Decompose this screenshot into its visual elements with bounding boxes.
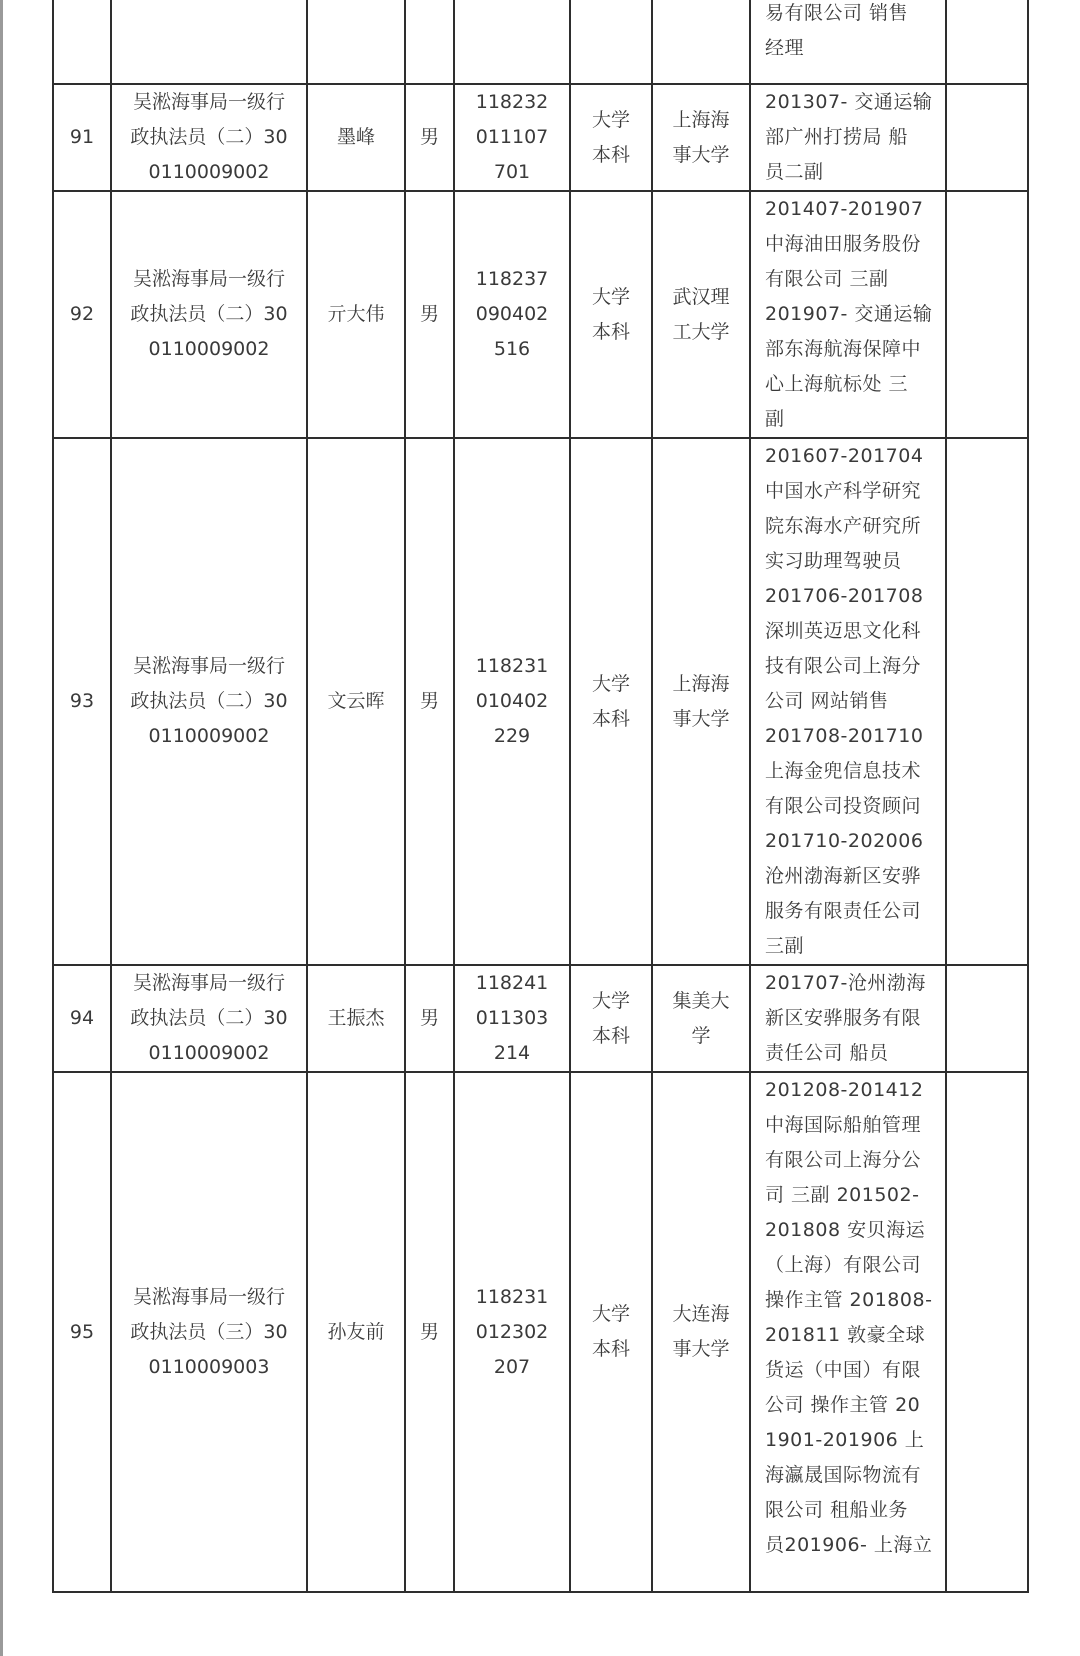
school-cell-line: 大连海: [672, 1303, 730, 1325]
education-cell-line: 本科: [591, 1024, 630, 1047]
name-cell: 孙友前: [307, 1072, 405, 1592]
experience-cell-line: 201907- 交通运输: [765, 303, 933, 325]
row-number: 93: [53, 438, 111, 965]
experience-cell-line: 货运（中国）有限: [765, 1359, 922, 1381]
experience-cell-line: 责任公司 船员: [765, 1042, 889, 1064]
position-cell-line: 吴淞海事局一级行: [132, 91, 285, 113]
exam-id-cell: [454, 84, 570, 191]
school-cell-line: 学: [691, 1024, 711, 1047]
position-cell-line: 吴淞海事局一级行: [132, 655, 285, 677]
education-cell: [570, 191, 652, 438]
school-cell: [652, 191, 750, 438]
experience-cell-line: 201707-沧州渤海: [765, 972, 926, 994]
exam-id-cell: [454, 965, 570, 1072]
exam-id-cell-line: 012302: [475, 1320, 549, 1343]
experience-cell-line: 201607-201704: [765, 445, 924, 467]
experience-cell-line: 1901-201906 上: [765, 1429, 925, 1451]
exam-id-cell-line: 011107: [475, 126, 549, 148]
experience-cell: [750, 1072, 946, 1592]
position-cell-line: 政执法员（三）30: [130, 1320, 288, 1343]
table-row: [53, 965, 1028, 1072]
education-cell: [570, 1072, 652, 1592]
experience-cell-line: 公司 操作主管 20: [765, 1394, 921, 1416]
exam-id-cell-line: 118231: [475, 1285, 549, 1308]
note-cell: [946, 438, 1028, 965]
experience-cell-line: 有限公司上海分公: [765, 1149, 922, 1171]
experience-cell-line: 201710-202006: [765, 830, 924, 852]
exam-id-cell: [454, 191, 570, 438]
school-cell-line: 武汉理: [672, 285, 730, 308]
experience-cell-line: 易有限公司 销售: [765, 2, 909, 24]
page-edge: [0, 0, 3, 1656]
exam-id-cell-line: 701: [493, 161, 531, 183]
experience-cell-line: 经理: [765, 37, 805, 59]
exam-id-cell-line: 118237: [475, 268, 549, 290]
education-cell-line: 本科: [591, 1338, 630, 1360]
position-cell-line: 政执法员（二）30: [130, 1007, 288, 1029]
exam-id-cell-line: 214: [493, 1042, 531, 1064]
school-cell-line: 工大学: [672, 320, 730, 343]
sex-cell: 男: [405, 438, 454, 965]
experience-cell-line: 中海国际船舶管理: [765, 1114, 922, 1136]
experience-cell-line: 心上海航标处 三: [765, 373, 909, 395]
exam-id-cell-line: 229: [493, 725, 531, 747]
sex-cell: 男: [405, 84, 454, 191]
experience-cell-line: 上海金兜信息技术: [765, 760, 922, 782]
position-cell-line: 0110009002: [148, 338, 270, 360]
experience-cell-line: 新区安骅服务有限: [765, 1007, 922, 1029]
education-cell-line: 大学: [591, 989, 630, 1012]
experience-cell-line: 司 三副 201502-: [765, 1184, 920, 1206]
position-cell-line: 0110009002: [148, 725, 270, 747]
education-cell-line: 本科: [591, 707, 630, 730]
experience-cell-line: 201708-201710: [765, 725, 924, 747]
education-cell-line: 大学: [591, 285, 630, 308]
name-cell: 墨峰: [307, 84, 405, 191]
experience-cell-line: 三副: [765, 935, 805, 957]
experience-cell-line: 海瀛晟国际物流有: [765, 1464, 922, 1486]
sex-cell: [405, 0, 454, 84]
school-cell: [652, 0, 750, 84]
exam-id-cell: [454, 0, 570, 84]
row-number: 91: [53, 84, 111, 191]
note-cell: [946, 191, 1028, 438]
experience-cell-line: （上海）有限公司: [765, 1254, 922, 1276]
note-cell: [946, 84, 1028, 191]
sex-cell: 男: [405, 191, 454, 438]
exam-id-cell-line: 010402: [475, 690, 549, 712]
exam-id-cell-line: 090402: [475, 303, 549, 325]
education-cell-line: 本科: [591, 320, 630, 343]
experience-cell-line: 201307- 交通运输: [765, 91, 933, 113]
position-cell-line: 0110009002: [148, 1042, 270, 1064]
exam-id-cell: [454, 1072, 570, 1592]
school-cell-line: 事大学: [672, 1338, 730, 1360]
position-cell-line: 政执法员（二）30: [130, 303, 288, 325]
experience-cell-line: 沧州渤海新区安骅: [765, 865, 922, 887]
experience-cell-line: 实习助理驾驶员: [765, 550, 902, 572]
table-row: [53, 191, 1028, 438]
note-cell: [946, 0, 1028, 84]
education-cell-line: 本科: [591, 143, 630, 166]
row-number: 95: [53, 1072, 111, 1592]
position-cell: [111, 84, 307, 191]
experience-cell-line: 限公司 租船业务: [765, 1499, 909, 1521]
experience-cell-line: 201706-201708: [765, 585, 924, 607]
school-cell-line: 集美大: [672, 989, 730, 1012]
experience-cell-line: 公司 网站销售: [765, 690, 889, 712]
exam-id-cell-line: 118231: [475, 655, 549, 677]
experience-cell-line: 技有限公司上海分: [765, 655, 922, 677]
experience-cell: [750, 965, 946, 1072]
position-cell: [111, 965, 307, 1072]
name-cell: 文云晖: [307, 438, 405, 965]
school-cell-line: 上海海: [672, 108, 730, 131]
experience-cell-line: 服务有限责任公司: [765, 900, 922, 922]
exam-id-cell-line: 118232: [475, 91, 549, 113]
position-cell-line: 吴淞海事局一级行: [132, 972, 285, 994]
table-row: [53, 438, 1028, 965]
name-cell: 王振杰: [307, 965, 405, 1072]
table-row: [53, 84, 1028, 191]
experience-cell: [750, 438, 946, 965]
position-cell-line: 0110009002: [148, 161, 270, 183]
experience-cell-line: 员二副: [765, 161, 824, 183]
candidate-table: [52, 0, 1029, 1593]
education-cell: [570, 84, 652, 191]
experience-cell-line: 中海油田服务股份: [765, 233, 922, 255]
position-cell: [111, 0, 307, 84]
experience-cell: [750, 84, 946, 191]
sex-cell: 男: [405, 965, 454, 1072]
position-cell-line: 吴淞海事局一级行: [132, 268, 285, 290]
experience-cell-line: 201407-201907: [765, 198, 924, 220]
education-cell: [570, 965, 652, 1072]
note-cell: [946, 965, 1028, 1072]
row-number: [53, 0, 111, 84]
school-cell-line: 事大学: [672, 143, 730, 166]
experience-cell-line: 有限公司投资顾问: [765, 795, 922, 817]
exam-id-cell: [454, 438, 570, 965]
school-cell: [652, 438, 750, 965]
table-body: [53, 0, 1028, 1592]
position-cell-line: 吴淞海事局一级行: [132, 1285, 285, 1308]
experience-cell-line: 深圳英迈思文化科: [765, 620, 922, 642]
school-cell: [652, 1072, 750, 1592]
position-cell: [111, 1072, 307, 1592]
school-cell-line: 上海海: [672, 672, 730, 695]
education-cell-line: 大学: [591, 1303, 630, 1325]
experience-cell-line: 院东海水产研究所: [765, 515, 922, 537]
experience-cell-line: 有限公司 三副: [765, 268, 889, 290]
education-cell-line: 大学: [591, 108, 630, 131]
row-number: 94: [53, 965, 111, 1072]
school-cell-line: 事大学: [672, 707, 730, 730]
education-cell: [570, 0, 652, 84]
experience-cell-line: 员201906- 上海立: [765, 1534, 933, 1556]
experience-cell-line: 201808 安贝海运: [765, 1219, 926, 1241]
name-cell: 亓大伟: [307, 191, 405, 438]
exam-id-cell-line: 516: [493, 338, 531, 360]
position-cell: [111, 438, 307, 965]
experience-cell-line: 部广州打捞局 船: [765, 126, 909, 148]
experience-cell-line: 201208-201412: [765, 1079, 924, 1101]
experience-cell-line: 中国水产科学研究: [765, 480, 922, 502]
row-number: 92: [53, 191, 111, 438]
school-cell: [652, 84, 750, 191]
experience-cell: [750, 0, 946, 84]
name-cell: [307, 0, 405, 84]
exam-id-cell-line: 011303: [475, 1007, 549, 1029]
experience-cell-line: 部东海航海保障中: [765, 338, 922, 360]
education-cell: [570, 438, 652, 965]
experience-cell-line: 副: [765, 408, 785, 430]
education-cell-line: 大学: [591, 672, 630, 695]
exam-id-cell-line: 207: [493, 1355, 531, 1378]
position-cell-line: 0110009003: [148, 1355, 270, 1378]
note-cell: [946, 1072, 1028, 1592]
position-cell: [111, 191, 307, 438]
experience-cell-line: 201811 敦豪全球: [765, 1324, 926, 1346]
exam-id-cell-line: 118241: [475, 972, 549, 994]
position-cell-line: 政执法员（二）30: [130, 690, 288, 712]
school-cell: [652, 965, 750, 1072]
table-row: [53, 0, 1028, 84]
sex-cell: 男: [405, 1072, 454, 1592]
table-row: [53, 1072, 1028, 1592]
position-cell-line: 政执法员（二）30: [130, 126, 288, 148]
experience-cell-line: 操作主管 201808-: [765, 1289, 933, 1311]
experience-cell: [750, 191, 946, 438]
